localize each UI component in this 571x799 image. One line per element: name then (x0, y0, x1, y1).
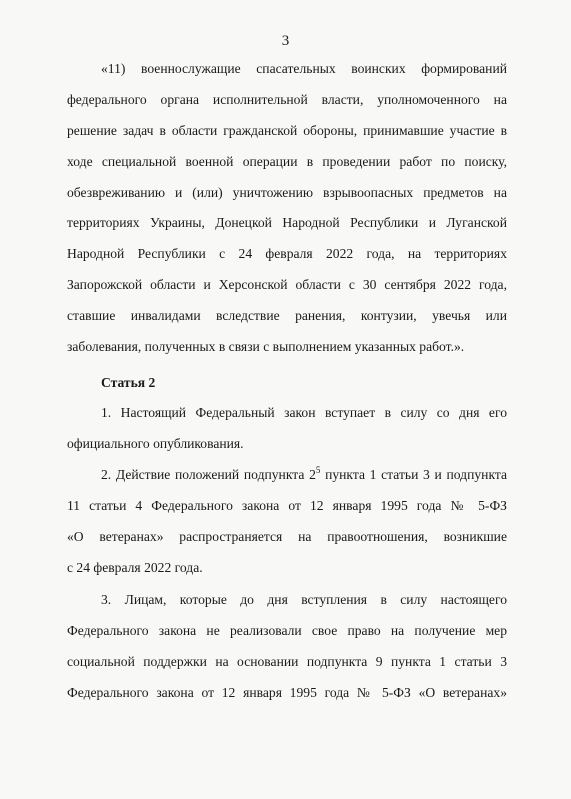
text-line: с 24 февраля 2022 года. (67, 559, 203, 575)
paragraph-1 (67, 398, 507, 460)
text-line: социальной поддержки на основании подпункта 9 пункта 1 статьи 3 (67, 653, 507, 669)
text-line: официального опубликования. (67, 435, 244, 451)
text-line: территориях Украины, Донецкой Народной Республики и Луганской (67, 215, 507, 231)
text-fragment: 2. Действие положений подпункта 2 (101, 467, 316, 482)
page-number: 3 (281, 33, 290, 49)
text-line: ставшие инвалидами вследствие ранения, контузии, увечья или (67, 308, 507, 324)
article-heading: Статья 2 (101, 375, 156, 390)
paragraph-11 (67, 54, 507, 363)
text-line: Народной Республики с 24 февраля 2022 года, на территориях (67, 246, 507, 262)
paragraph-2 (67, 460, 507, 584)
text-line: ходе специальной военной операции в проведении работ по поиску, (67, 153, 507, 169)
text-line: «11) военнослужащие спасательных воинских формирований (101, 61, 507, 76)
text-line: 3. Лицам, которые до дня вступления в силу настоящего (101, 592, 507, 607)
paragraph-3 (67, 585, 507, 709)
text-line: 11 статьи 4 Федерального закона от 12 января 1995 года № 5-ФЗ (67, 497, 507, 513)
text-line: Федерального закона не реализовали свое право на получение мер (67, 622, 507, 638)
text-line: заболевания, полученных в связи с выполнением указанных работ.». (67, 339, 465, 355)
text-line: 1. Настоящий Федеральный закон вступает в силу со дня его (101, 405, 507, 420)
superscript: 5 (315, 465, 321, 475)
text-line: Запорожской области и Херсонской области с 30 сентября 2022 года, (67, 277, 507, 293)
text-line: обезвреживанию и (или) уничтожению взрывоопасных предметов на (67, 184, 507, 200)
text-line: федерального органа исполнительной власти, уполномоченного на (67, 91, 507, 107)
text-line: Федерального закона от 12 января 1995 года № 5-ФЗ «О ветеранах» (67, 684, 507, 700)
text-line (67, 460, 507, 491)
text-fragment: пункта 1 статьи 3 и подпункта (320, 467, 507, 482)
text-line: решение задач в области гражданской обороны, принимавшие участие в (67, 122, 507, 138)
text-line: «О ветеранах» распространяется на правоотношения, возникшие (67, 528, 507, 544)
